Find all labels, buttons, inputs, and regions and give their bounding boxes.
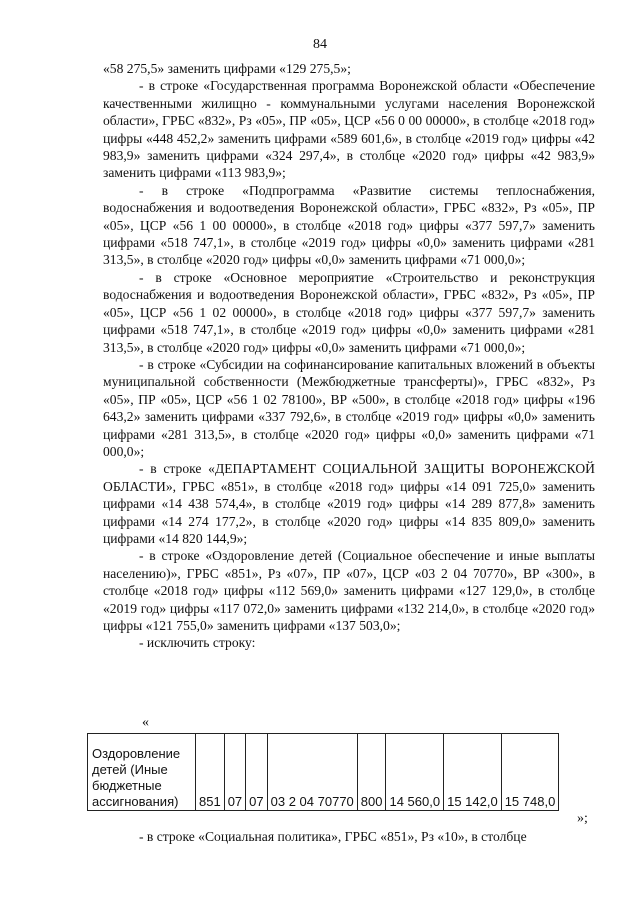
paragraph-main-measure: - в строке «Основное мероприятие «Строительство и реконструкция водоснабжения и водоотведения Воронежской области», ГРБС «832», Рз «05», ПР «05», ЦСР «56 1 02 00000», в столбце «2018 год» цифры «377 597,7» заменить цифрами «518 747,1», в столбце «2019 год» цифры «0,0» заменить цифрами «281 313,5», в столбце «2020 год» цифры «0,0» заменить цифрами «71 000,0»; — [103, 269, 595, 355]
excluded-row-table — [87, 733, 559, 811]
page-number: 84 — [313, 37, 327, 52]
quote-close: »; — [577, 811, 588, 826]
cell-csr: 03 2 04 70770 — [267, 734, 357, 811]
paragraph-subsidies: - в строке «Субсидии на софинансирование капитальных вложений в объекты муниципальной собственности (Межбюджетные трансферты)», ГРБС «832», Рз «05», ПР «05», ЦСР «56 1 02 78100», ВР «500», в столбце «2018 год» цифры «196 643,2» заменить цифрами «337 792,6», в столбце «2019 год» цифры «0,0» заменить цифрами «281 313,5», в столбце «2020 год» цифры «0,0» заменить цифрами «71 000,0»; — [103, 356, 595, 459]
paragraph-continuation: «58 275,5» заменить цифрами «129 275,5»; — [103, 61, 351, 76]
quote-open: « — [142, 715, 149, 730]
cell-vr: 800 — [357, 734, 386, 811]
table-row — [88, 734, 559, 811]
excluded-row-table-wrap — [87, 733, 559, 811]
body-text — [103, 60, 595, 652]
paragraph-state-program: - в строке «Государственная программа Воронежской области «Обеспечение качественными жилищно - коммунальными услугами населения Воронежской области», ГРБС «832», Рз «05», ПР «05», ЦСР «56 0 00 00000», в столбце «2018 год» цифры «448 452,2» заменить цифрами «589 601,6», в столбце «2019 год» цифры «42 983,9» заменить цифрами «324 297,4», в столбце «2020 год» цифры «42 983,9» заменить цифрами «113 983,9»; — [103, 78, 595, 181]
paragraph-children-health: - в строке «Оздоровление детей (Социальное обеспечение и иные выплаты населению)», ГРБС «851», Рз «07», ПР «07», ЦСР «03 2 04 70770», ВР «300», в столбце «2018 год» цифры «112 569,0» заменить цифрами «127 129,0», в столбце «2019 год» цифры «117 072,0» заменить цифрами «132 214,0», в столбце «2020 год» цифры «121 755,0» заменить цифрами «137 503,0»; — [103, 548, 595, 633]
cell-name: Оздоровление детей (Иные бюджетные ассигнования) — [88, 734, 196, 811]
cell-pr: 07 — [246, 734, 267, 811]
last-line — [103, 828, 595, 845]
cell-2019: 15 142,0 — [444, 734, 502, 811]
paragraph-department: - в строке «ДЕПАРТАМЕНТ СОЦИАЛЬНОЙ ЗАЩИТЫ ВОРОНЕЖСКОЙ ОБЛАСТИ», ГРБС «851», в столбце «2018 год» цифры «14 091 725,0» заменить цифрами «14 438 574,4», в столбце «2019 год» цифры «14 289 877,8» заменить цифрами «14 274 177,2», в столбце «2020 год» цифры «14 835 809,0» заменить цифрами «14 820 144,9»; — [103, 461, 595, 546]
cell-2018: 14 560,0 — [386, 734, 444, 811]
paragraph-social-policy: - в строке «Социальная политика», ГРБС «851», Рз «10», в столбце — [139, 829, 527, 844]
cell-2020: 15 748,0 — [501, 734, 559, 811]
cell-rz: 07 — [224, 734, 245, 811]
cell-grbs: 851 — [196, 734, 225, 811]
paragraph-exclude-row: - исключить строку: — [139, 635, 256, 651]
paragraph-subprogram: - в строке «Подпрограмма «Развитие системы теплоснабжения, водоснабжения и водоотведения Воронежской области», ГРБС «832», Рз «05», ПР «05», ЦСР «56 1 00 00000», в столбце «2018 год» цифры «377 597,7» заменить цифрами «518 747,1», в столбце «2019 год» цифры «0,0» заменить цифрами «281 313,5», в столбце «2020 год» цифры «0,0» заменить цифрами «71 000,0»; — [103, 182, 595, 268]
